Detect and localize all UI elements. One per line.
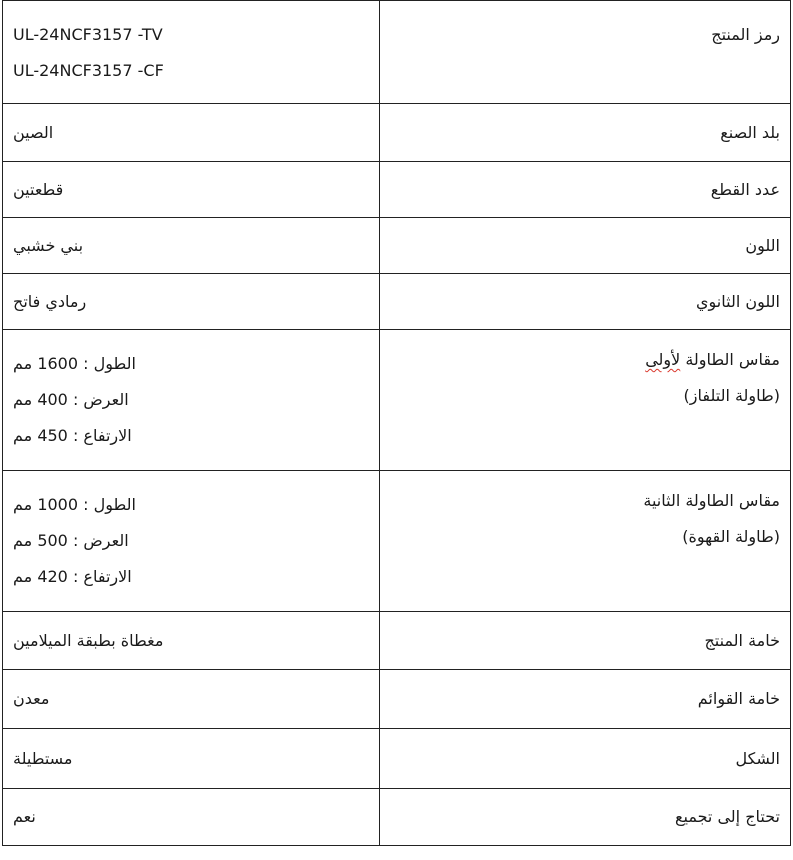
table-row-table2-size xyxy=(3,471,791,612)
table1-size-label xyxy=(380,330,791,471)
product-code-label: رمز المنتج xyxy=(380,1,791,104)
table-row-legs-material xyxy=(3,670,791,729)
table2-size-label xyxy=(380,471,791,612)
table-row-shape xyxy=(3,729,791,789)
product-code-value xyxy=(3,1,380,104)
pieces-label: عدد القطع xyxy=(380,162,791,218)
table2-size-value xyxy=(3,471,380,612)
table-row-product-code xyxy=(3,1,791,104)
color-value: بني خشبي xyxy=(3,218,380,274)
table-row-secondary-color xyxy=(3,274,791,330)
material-value: مغطاة بطبقة الميلامين xyxy=(3,612,380,670)
origin-label: بلد الصنع xyxy=(380,104,791,162)
table-row-material xyxy=(3,612,791,670)
product-code-cf: UL-24NCF3157 -CF xyxy=(13,61,164,80)
table2-length: الطول : 1000 مم xyxy=(13,495,136,514)
table-row-color xyxy=(3,218,791,274)
secondary-color-value: رمادي فاتح xyxy=(3,274,380,330)
table-row-origin xyxy=(3,104,791,162)
pieces-value: قطعتين xyxy=(3,162,380,218)
secondary-color-label: اللون الثانوي xyxy=(380,274,791,330)
table1-size-label-misspelled: لأولى xyxy=(645,350,681,369)
table-row-assembly xyxy=(3,789,791,846)
table1-size-value xyxy=(3,330,380,471)
shape-label: الشكل xyxy=(380,729,791,789)
color-label: اللون xyxy=(380,218,791,274)
table1-size-label-prefix: مقاس الطاولة xyxy=(680,350,780,369)
product-code-tv: UL-24NCF3157 -TV xyxy=(13,25,163,44)
legs-material-label: خامة القوائم xyxy=(380,670,791,729)
assembly-value: نعم xyxy=(3,789,380,846)
product-spec-table xyxy=(2,0,791,846)
origin-value: الصين xyxy=(3,104,380,162)
table-row-pieces xyxy=(3,162,791,218)
shape-value: مستطيلة xyxy=(3,729,380,789)
table2-size-label-main: مقاس الطاولة الثانية xyxy=(643,491,780,510)
table2-height: الارتفاع : 420 مم xyxy=(13,567,132,586)
table-row-table1-size xyxy=(3,330,791,471)
table1-length: الطول : 1600 مم xyxy=(13,354,136,373)
legs-material-value: معدن xyxy=(3,670,380,729)
table2-width: العرض : 500 مم xyxy=(13,531,129,550)
table1-height: الارتفاع : 450 مم xyxy=(13,426,132,445)
material-label: خامة المنتج xyxy=(380,612,791,670)
table1-size-label-sub: (طاولة التلفاز) xyxy=(683,386,780,405)
table2-size-label-sub: (طاولة القهوة) xyxy=(682,527,780,546)
assembly-label: تحتاج إلى تجميع xyxy=(380,789,791,846)
table1-width: العرض : 400 مم xyxy=(13,390,129,409)
